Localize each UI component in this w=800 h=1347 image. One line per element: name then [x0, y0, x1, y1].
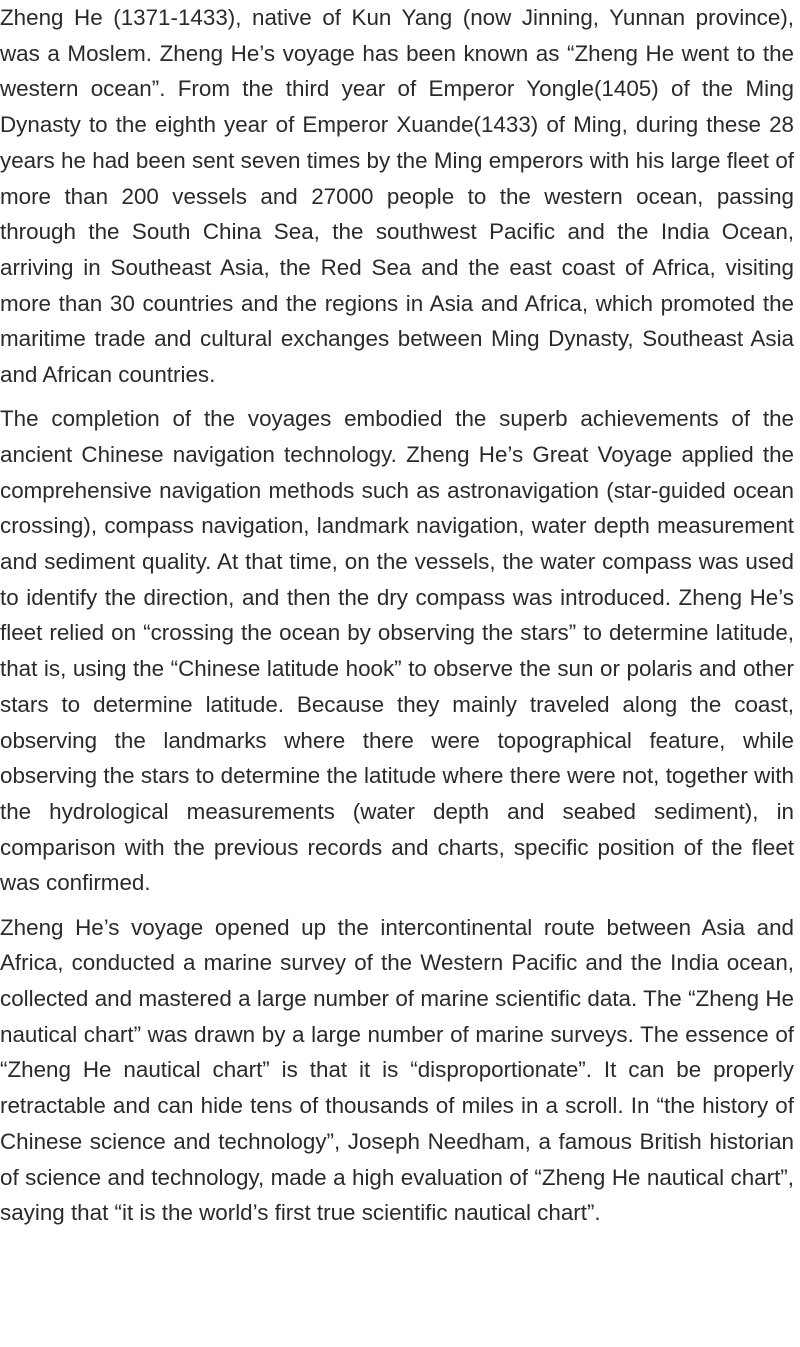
- paragraph-navigation-technology: The completion of the voyages embodied the superb achievements of the ancient Chinese navigation technology. Zheng He’s Great Voyage applied the comprehensive navigation methods such as astronavigation (star-guided ocean crossing), compass navigation, landmark navigation, water depth measurement and sediment quality. At that time, on the vessels, the water compass was used to identify the direction, and then the dry compass was introduced. Zheng He’s fleet relied on “crossing the ocean by observing the stars” to determine latitude, that is, using the “Chinese latitude hook” to observe the sun or polaris and other stars to determine latitude. Because they mainly traveled along the coast, observing the landmarks where there were topographical feature, while observing the stars to determine the latitude where there were not, together with the hydrological measurements (water depth and seabed sediment), in comparison with the previous records and charts, specific position of the fleet was confirmed.: [0, 406, 794, 896]
- paragraph-zheng-he-biography: Zheng He (1371-1433), native of Kun Yang (now Jinning, Yunnan province), was a Moslem. Zheng He’s voyage has been known as “Zheng He went to the western ocean”. From the third year of Emperor Yongle(1405) of the Ming Dynasty to the eighth year of Emperor Xuande(1433) of Ming, during these 28 years he had been sent seven times by the Ming emperors with his large fleet of more than 200 vessels and 27000 people to the western ocean, passing through the South China Sea, the southwest Pacific and the India Ocean, arriving in Southeast Asia, the Red Sea and the east coast of Africa, visiting more than 30 countries and the regions in Asia and Africa, which promoted the maritime trade and cultural exchanges between Ming Dynasty, Southeast Asia and African countries.: [0, 5, 794, 388]
- paragraph-nautical-chart: Zheng He’s voyage opened up the intercontinental route between Asia and Africa, conducted a marine survey of the Western Pacific and the India ocean, collected and mastered a large number of marine scientific data. The “Zheng He nautical chart” was drawn by a large number of marine surveys. The essence of “Zheng He nautical chart” is that it is “disproportionate”. It can be properly retractable and can hide tens of thousands of miles in a scroll. In “the history of Chinese science and technology”, Joseph Needham, a famous British historian of science and technology, made a high evaluation of “Zheng He nautical chart”, saying that “it is the world’s first true scientific nautical chart”.: [0, 914, 794, 1226]
